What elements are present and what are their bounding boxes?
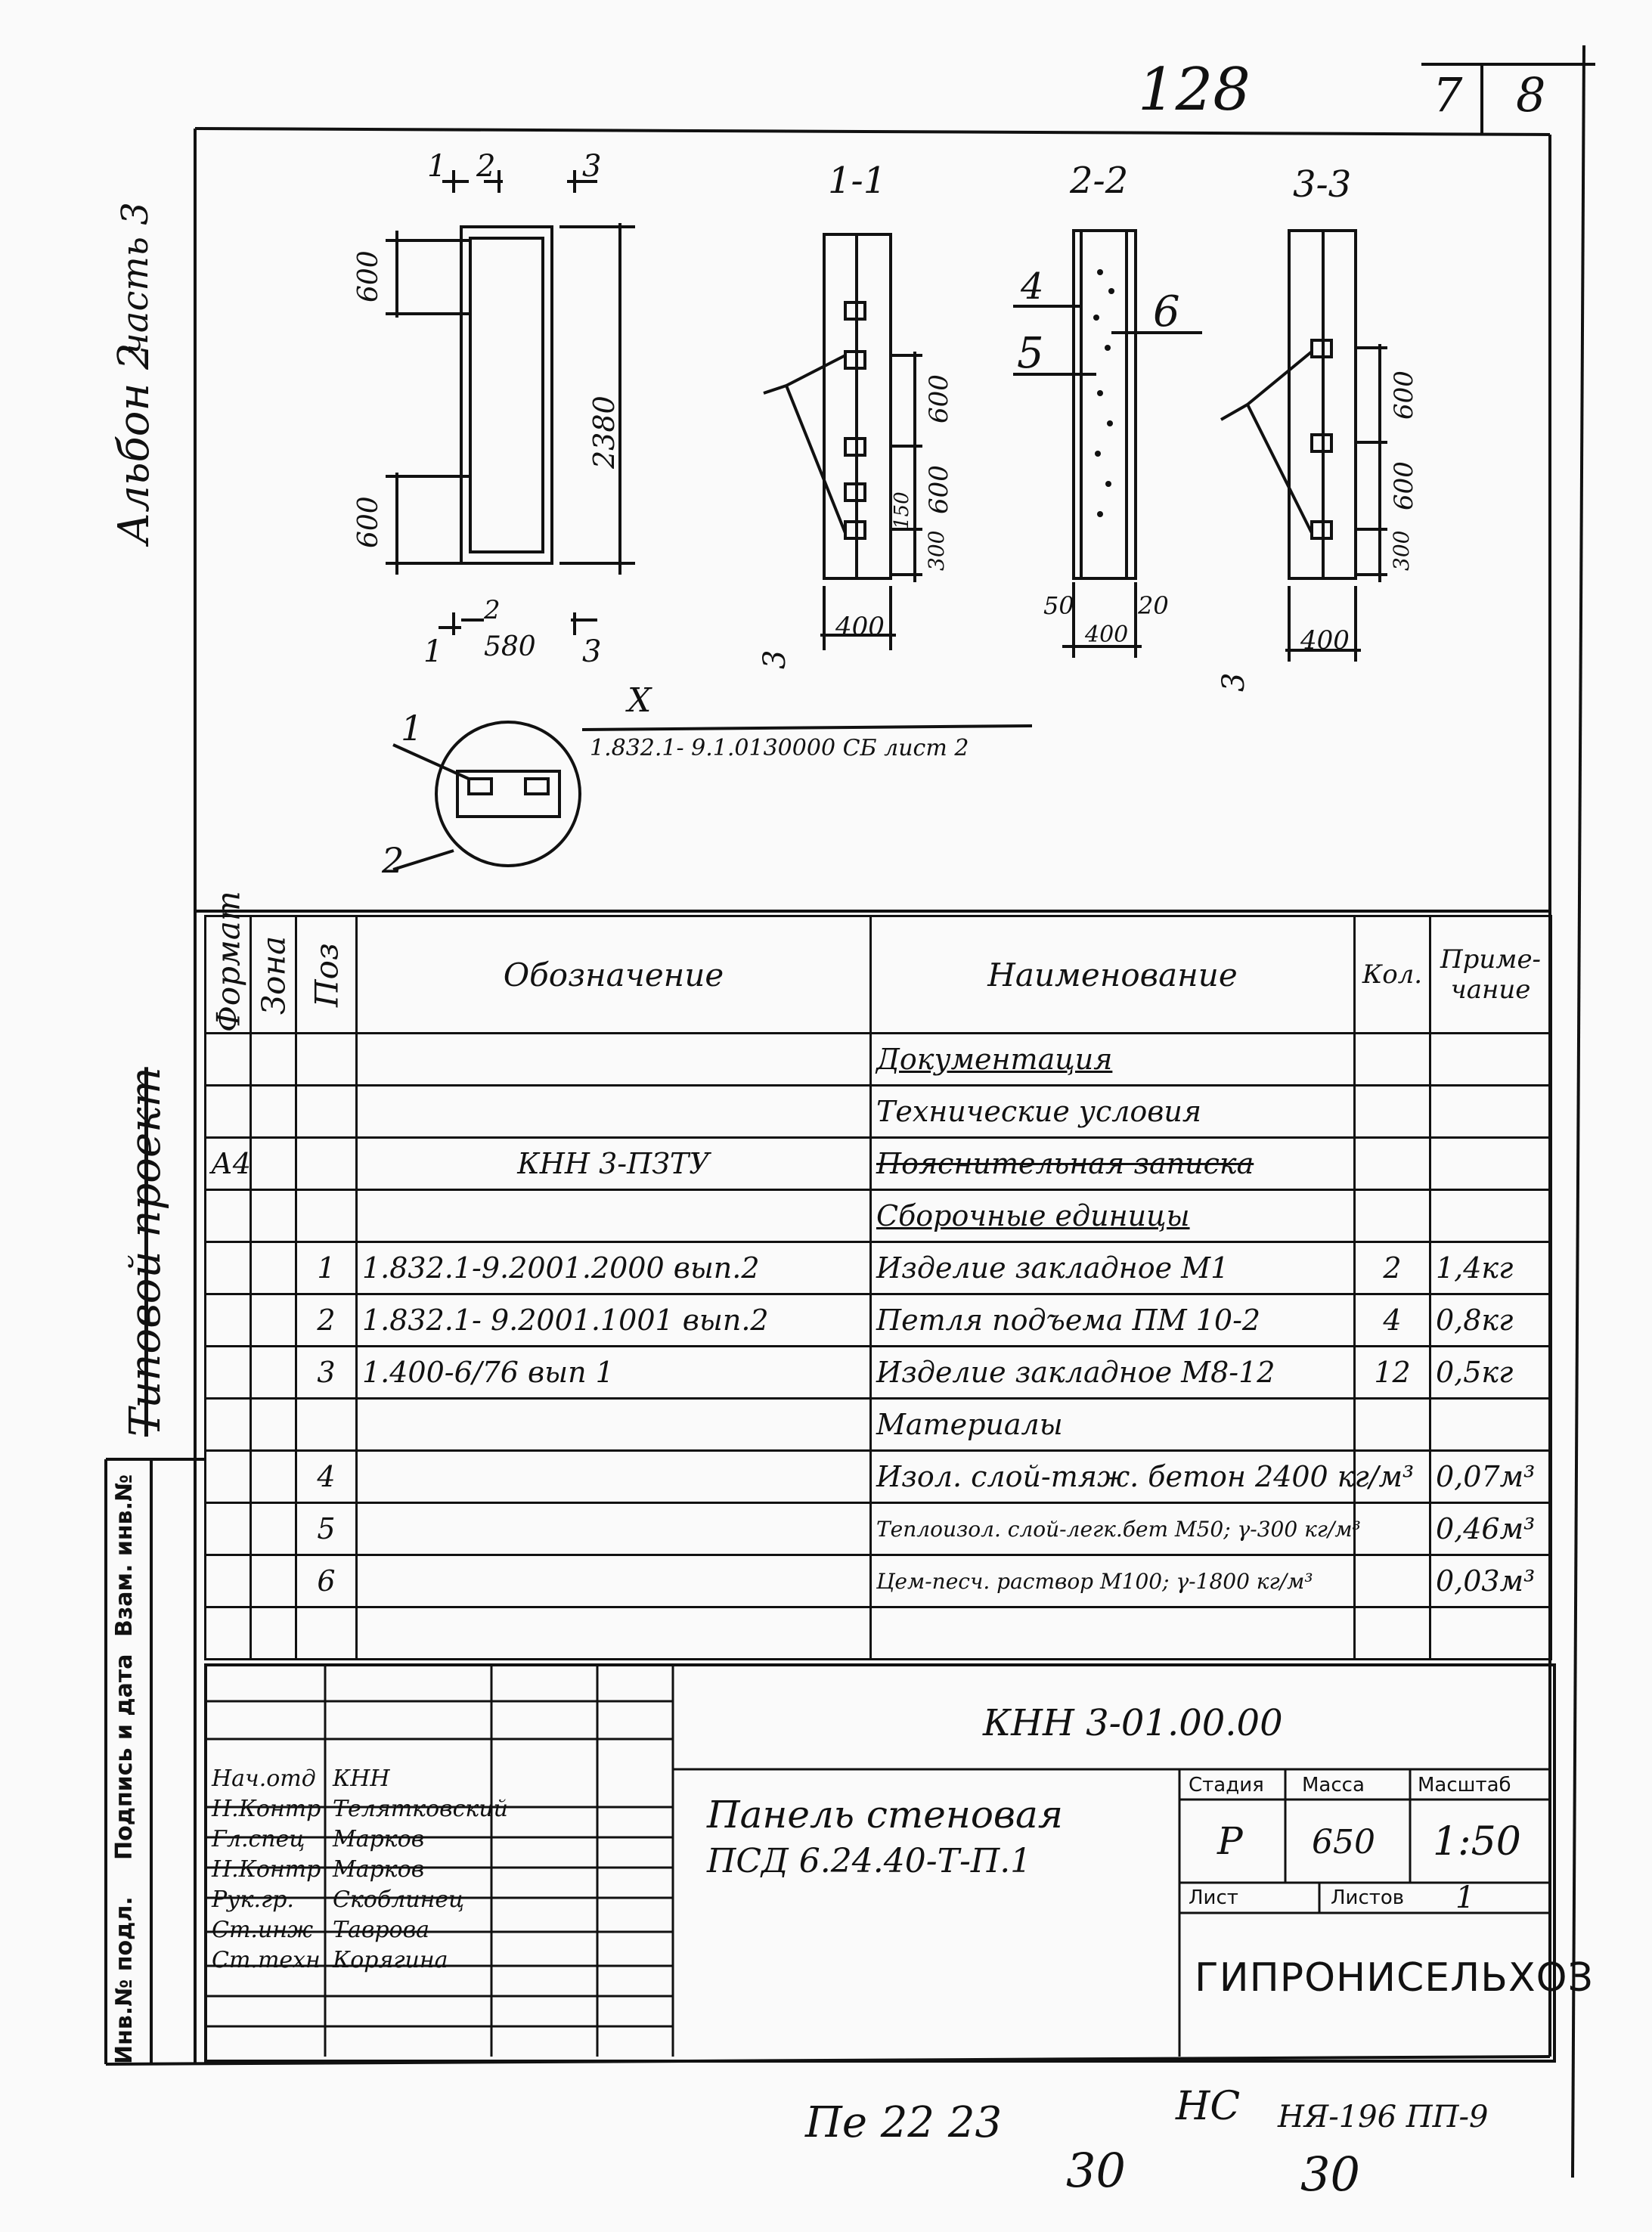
project-label: Типовой проект (121, 1067, 170, 1437)
person-name: Телятковский (333, 1796, 508, 1822)
person-role: Н.Контр (212, 1856, 321, 1883)
detail-callout-2: 2 (382, 840, 404, 881)
spec-cell-name: Изделие закладное М8-12 (871, 1347, 1355, 1399)
table-row (206, 1034, 1551, 1086)
spec-cell-designation (357, 1451, 871, 1503)
spec-cell-designation (357, 1086, 871, 1138)
spec-cell-zone (251, 1242, 296, 1294)
spec-cell-designation (357, 1190, 871, 1242)
spec-cell-name: Пояснительная записка (871, 1138, 1355, 1190)
col-note: Приме-чание (1430, 916, 1551, 1034)
col-name: Наименование (871, 916, 1355, 1034)
spec-cell-zone (251, 1294, 296, 1347)
table-row (206, 1451, 1551, 1503)
col-designation: Обозначение (357, 916, 871, 1034)
section-3-title: 3-3 (1293, 163, 1352, 206)
section-1-width: 400 (835, 612, 885, 642)
callout-4: 4 (1021, 265, 1044, 308)
spec-cell-name: Сборочные единицы (871, 1190, 1355, 1242)
spec-cell-qty (1355, 1190, 1430, 1242)
section-3-dim-b: 600 (1389, 461, 1419, 510)
album-part: часть 3 (114, 202, 157, 355)
table-row (206, 1086, 1551, 1138)
spec-cell-zone (251, 1555, 296, 1607)
table-row (206, 1294, 1551, 1347)
spec-cell-note (1430, 1086, 1551, 1138)
section-mark-3: 3 (582, 149, 602, 184)
spec-cell-designation (357, 1607, 871, 1660)
section-2-title: 2-2 (1070, 160, 1129, 202)
spec-cell-note: 0,07м³ (1430, 1451, 1551, 1503)
spec-cell-note (1430, 1034, 1551, 1086)
person-role: Гл.спец (212, 1826, 305, 1852)
side-label-inv: Инв.№ подл. (111, 1896, 138, 2064)
spec-cell-pos: 5 (296, 1503, 357, 1555)
col-format: Формат (206, 916, 251, 1034)
spec-cell-designation: 1.832.1- 9.2001.1001 вып.2 (357, 1294, 871, 1347)
person-role: Ст.техн (212, 1947, 321, 1973)
spec-cell-qty (1355, 1034, 1430, 1086)
section-1-dim-b: 600 (924, 465, 954, 514)
section-mark-2-bottom: 2 (484, 595, 501, 625)
spec-table (204, 891, 1552, 1660)
section-mark-2: 2 (476, 149, 496, 184)
spec-cell-zone (251, 1607, 296, 1660)
spec-cell-designation: 1.400-6/76 вып 1 (357, 1347, 871, 1399)
section-1-title: 1-1 (828, 160, 887, 202)
document-code: КНН 3-01.00.00 (983, 1702, 1283, 1744)
detail-reference: 1.832.1- 9.1.0130000 СБ лист 2 (590, 735, 969, 761)
person-role: Рук.гр. (212, 1886, 294, 1913)
spec-cell-format (206, 1347, 251, 1399)
spec-cell-qty (1355, 1399, 1430, 1451)
spec-cell-name (871, 1607, 1355, 1660)
person-name: Скоблинец (333, 1886, 465, 1913)
spec-cell-name: Технические условия (871, 1086, 1355, 1138)
spec-cell-note (1430, 1399, 1551, 1451)
spec-cell-zone (251, 1503, 296, 1555)
spec-cell-pos (296, 1034, 357, 1086)
spec-cell-qty (1355, 1086, 1430, 1138)
section-mark-3-bottom: 3 (582, 634, 602, 669)
col-pos: Поз (296, 916, 357, 1034)
spec-cell-designation (357, 1399, 871, 1451)
section-3-mark: 3 (1217, 672, 1251, 692)
spec-cell-pos: 2 (296, 1294, 357, 1347)
sheets-value: 1 (1455, 1880, 1475, 1915)
section-1-dim-d: 300 (924, 530, 949, 571)
section-1-mark: 3 (758, 649, 792, 669)
page-number: 128 (1138, 56, 1251, 124)
spec-cell-zone (251, 1034, 296, 1086)
spec-cell-pos (296, 1190, 357, 1242)
col-zone: Зона (251, 916, 296, 1034)
organization: ГИПРОНИСЕЛЬХОЗ (1195, 1955, 1594, 2001)
table-row (206, 1399, 1551, 1451)
side-label-replace: Взам. инв.№ (111, 1474, 138, 1637)
person-name: Таврова (333, 1917, 429, 1943)
spec-cell-note (1430, 1138, 1551, 1190)
spec-cell-designation: 1.832.1-9.2001.2000 вып.2 (357, 1242, 871, 1294)
footer-note-2: НС (1176, 2084, 1241, 2129)
spec-cell-qty: 12 (1355, 1347, 1430, 1399)
person-name: КНН (333, 1765, 390, 1792)
section-2-width: 400 (1085, 622, 1129, 648)
spec-cell-qty (1355, 1555, 1430, 1607)
spec-cell-name: Теплоизол. слой-легк.бет М50; γ-300 кг/м³ (871, 1503, 1355, 1555)
table-row (206, 1242, 1551, 1294)
spec-cell-format (206, 1034, 251, 1086)
footer-note-3: НЯ-196 ПП-9 (1278, 2100, 1489, 2134)
table-row (206, 1607, 1551, 1660)
spec-cell-format (206, 1086, 251, 1138)
spec-cell-pos: 3 (296, 1347, 357, 1399)
detail-callout-1: 1 (401, 708, 423, 749)
spec-cell-name: Цем-песч. раствор М100; γ-1800 кг/м³ (871, 1555, 1355, 1607)
footer-note-1: Пе 22 23 (805, 2098, 1003, 2147)
section-3-dim-a: 600 (1389, 370, 1419, 420)
spec-cell-note: 1,4кг (1430, 1242, 1551, 1294)
person-role: Н.Контр (212, 1796, 321, 1822)
spec-cell-format (206, 1242, 251, 1294)
spec-cell-note: 0,03м³ (1430, 1555, 1551, 1607)
table-row (206, 1190, 1551, 1242)
corner-number-left: 7 (1433, 67, 1463, 122)
section-3-width: 400 (1300, 625, 1350, 656)
spec-cell-designation (357, 1034, 871, 1086)
spec-cell-qty (1355, 1607, 1430, 1660)
spec-cell-qty: 4 (1355, 1294, 1430, 1347)
person-name: Корягина (333, 1947, 448, 1973)
detail-mark: X (628, 681, 652, 720)
spec-cell-zone (251, 1086, 296, 1138)
spec-cell-name: Петля подъема ПМ 10-2 (871, 1294, 1355, 1347)
table-row (206, 1138, 1551, 1190)
person-name: Марков (333, 1856, 425, 1883)
section-2-left: 50 (1043, 591, 1074, 620)
person-role: Ст.инж (212, 1917, 314, 1943)
spec-cell-designation (357, 1503, 871, 1555)
mass-value: 650 (1312, 1823, 1375, 1862)
spec-cell-pos (296, 1607, 357, 1660)
spec-cell-note (1430, 1190, 1551, 1242)
spec-cell-format (206, 1607, 251, 1660)
spec-cell-pos: 4 (296, 1451, 357, 1503)
footer-note-5: 30 (1300, 2147, 1360, 2202)
spec-cell-pos (296, 1086, 357, 1138)
spec-cell-name: Материалы (871, 1399, 1355, 1451)
sheets-label: Листов (1331, 1886, 1405, 1909)
table-row (206, 1555, 1551, 1607)
sheet-label: Лист (1189, 1886, 1238, 1909)
spec-cell-designation: КНН 3-ПЗТУ (357, 1138, 871, 1190)
spec-cell-format (206, 1294, 251, 1347)
table-row (206, 1503, 1551, 1555)
title-line-1: Панель стеновая (707, 1793, 1063, 1837)
footer-note-4: 30 (1066, 2143, 1126, 2198)
spec-body (206, 1034, 1551, 1660)
stage-value: Р (1217, 1819, 1243, 1863)
spec-cell-note (1430, 1607, 1551, 1660)
callout-5: 5 (1017, 329, 1044, 378)
spec-cell-format (206, 1451, 251, 1503)
spec-cell-format (206, 1555, 251, 1607)
spec-cell-zone (251, 1399, 296, 1451)
side-label-sign: Подпись и дата (111, 1654, 138, 1860)
spec-cell-format (206, 1190, 251, 1242)
spec-cell-zone (251, 1190, 296, 1242)
spec-cell-note: 0,5кг (1430, 1347, 1551, 1399)
spec-cell-format (206, 1503, 251, 1555)
callout-6: 6 (1153, 287, 1180, 336)
front-dim-width: 580 (484, 631, 536, 662)
spec-cell-qty: 2 (1355, 1242, 1430, 1294)
spec-cell-zone (251, 1451, 296, 1503)
section-mark-1: 1 (427, 149, 447, 184)
col-qty: Кол. (1355, 916, 1430, 1034)
section-3-dim-c: 300 (1389, 530, 1414, 571)
stage-label: Стадия (1189, 1774, 1264, 1796)
section-1-dim-c: 150 (891, 491, 913, 529)
title-line-2: ПСД 6.24.40-Т-П.1 (707, 1842, 1032, 1880)
spec-cell-format (206, 1399, 251, 1451)
front-dim-bottom: 600 (353, 496, 384, 548)
person-name: Марков (333, 1826, 425, 1852)
spec-cell-pos: 1 (296, 1242, 357, 1294)
scale-label: Масштаб (1418, 1774, 1511, 1796)
spec-cell-qty (1355, 1503, 1430, 1555)
spec-cell-qty (1355, 1138, 1430, 1190)
section-1-dim-a: 600 (924, 374, 954, 423)
corner-number-right: 8 (1516, 67, 1546, 122)
spec-cell-name: Изделие закладное М1 (871, 1242, 1355, 1294)
spec-cell-zone (251, 1347, 296, 1399)
spec-cell-note: 0,8кг (1430, 1294, 1551, 1347)
spec-cell-name: Изол. слой-тяж. бетон 2400 кг/м³ (871, 1451, 1355, 1503)
spec-cell-zone (251, 1138, 296, 1190)
spec-cell-designation (357, 1555, 871, 1607)
album-label: Альбон 2 (110, 343, 159, 544)
spec-cell-pos: 6 (296, 1555, 357, 1607)
spec-cell-pos (296, 1399, 357, 1451)
spec-header-row (206, 916, 1551, 1034)
spec-cell-name: Документация (871, 1034, 1355, 1086)
spec-cell-note: 0,46м³ (1430, 1503, 1551, 1555)
spec-cell-format: А4 (206, 1138, 251, 1190)
scale-value: 1:50 (1433, 1819, 1521, 1865)
table-row (206, 1347, 1551, 1399)
spec-cell-pos (296, 1138, 357, 1190)
front-dim-height: 2380 (587, 395, 621, 469)
section-2-right: 20 (1138, 591, 1169, 620)
mass-label: Масса (1302, 1774, 1365, 1796)
section-mark-1-bottom: 1 (423, 634, 443, 669)
person-role: Нач.отд (212, 1765, 316, 1792)
front-dim-top: 600 (353, 250, 384, 302)
